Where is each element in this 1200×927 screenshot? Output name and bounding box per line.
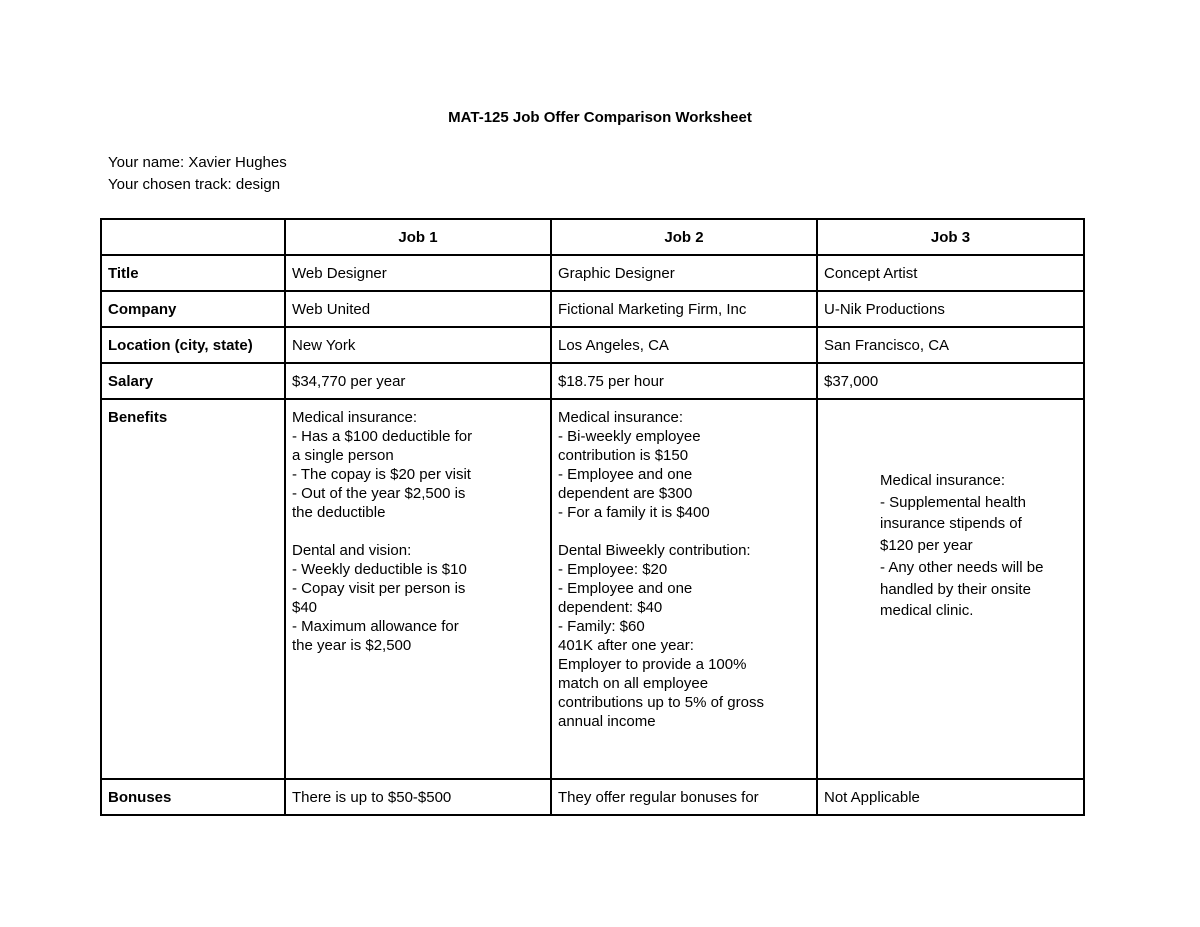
table-row-salary <box>101 363 1084 399</box>
cell-job2-bonuses: They offer regular bonuses for <box>551 779 817 815</box>
cell-job3-title: Concept Artist <box>817 255 1084 291</box>
table-row-company <box>101 291 1084 327</box>
cell-job2-location: Los Angeles, CA <box>551 327 817 363</box>
cell-job3-company: U-Nik Productions <box>817 291 1084 327</box>
cell-job1-company: Web United <box>285 291 551 327</box>
row-label-benefits: Benefits <box>101 399 285 779</box>
cell-job1-bonuses: There is up to $50-$500 <box>285 779 551 815</box>
job3-benefits-text: Medical insurance: - Supplemental health insurance stipends of $120 per year - Any other needs will be handled by their onsite medical clinic. <box>880 472 1044 620</box>
cell-job3-salary: $37,000 <box>817 363 1084 399</box>
job-comparison-table <box>100 218 1085 816</box>
chosen-track-line: Your chosen track: design <box>108 176 281 193</box>
cell-job2-title: Graphic Designer <box>551 255 817 291</box>
your-name-line: Your name: Xavier Hughes <box>108 154 287 171</box>
table-row-bonuses <box>101 779 1084 815</box>
table-row-benefits <box>101 399 1084 779</box>
cell-job1-location: New York <box>285 327 551 363</box>
row-label-bonuses: Bonuses <box>101 779 285 815</box>
table-row-title <box>101 255 1084 291</box>
job2-benefits-text: Medical insurance: - Bi-weekly employee contribution is $150 - Employee and one dependent are $300 - For a family it is $400 Dental Biweekly contribution: - Employee: $20 - Employee and one dependent: $40 - Family: $60 401K after one year: Employer to provide a 100% match on all employee contributions up to 5% of gross annual income <box>558 409 764 730</box>
cell-job3-location: San Francisco, CA <box>817 327 1084 363</box>
header-cell-empty <box>101 219 285 255</box>
cell-job1-benefits <box>285 399 551 779</box>
cell-job2-salary: $18.75 per hour <box>551 363 817 399</box>
table-header-row <box>101 219 1084 255</box>
row-label-location: Location (city, state) <box>101 327 285 363</box>
row-label-title: Title <box>101 255 285 291</box>
cell-job3-benefits <box>817 399 1084 779</box>
cell-job1-salary: $34,770 per year <box>285 363 551 399</box>
cell-job2-benefits <box>551 399 817 779</box>
header-job-1: Job 1 <box>285 219 551 255</box>
row-label-company: Company <box>101 291 285 327</box>
cell-job3-bonuses: Not Applicable <box>817 779 1084 815</box>
row-label-salary: Salary <box>101 363 285 399</box>
header-job-2: Job 2 <box>551 219 817 255</box>
page-title: MAT-125 Job Offer Comparison Worksheet <box>448 109 752 126</box>
header-job-3: Job 3 <box>817 219 1084 255</box>
cell-job1-title: Web Designer <box>285 255 551 291</box>
table-row-location <box>101 327 1084 363</box>
job1-benefits-text: Medical insurance: - Has a $100 deductible for a single person - The copay is $20 per visit - Out of the year $2,500 is the deductible Dental and vision: - Weekly deductible is $10 - Copay visit per person is $40 - Maximum allowance for the year is $2,500 <box>292 409 473 654</box>
cell-job2-company: Fictional Marketing Firm, Inc <box>551 291 817 327</box>
